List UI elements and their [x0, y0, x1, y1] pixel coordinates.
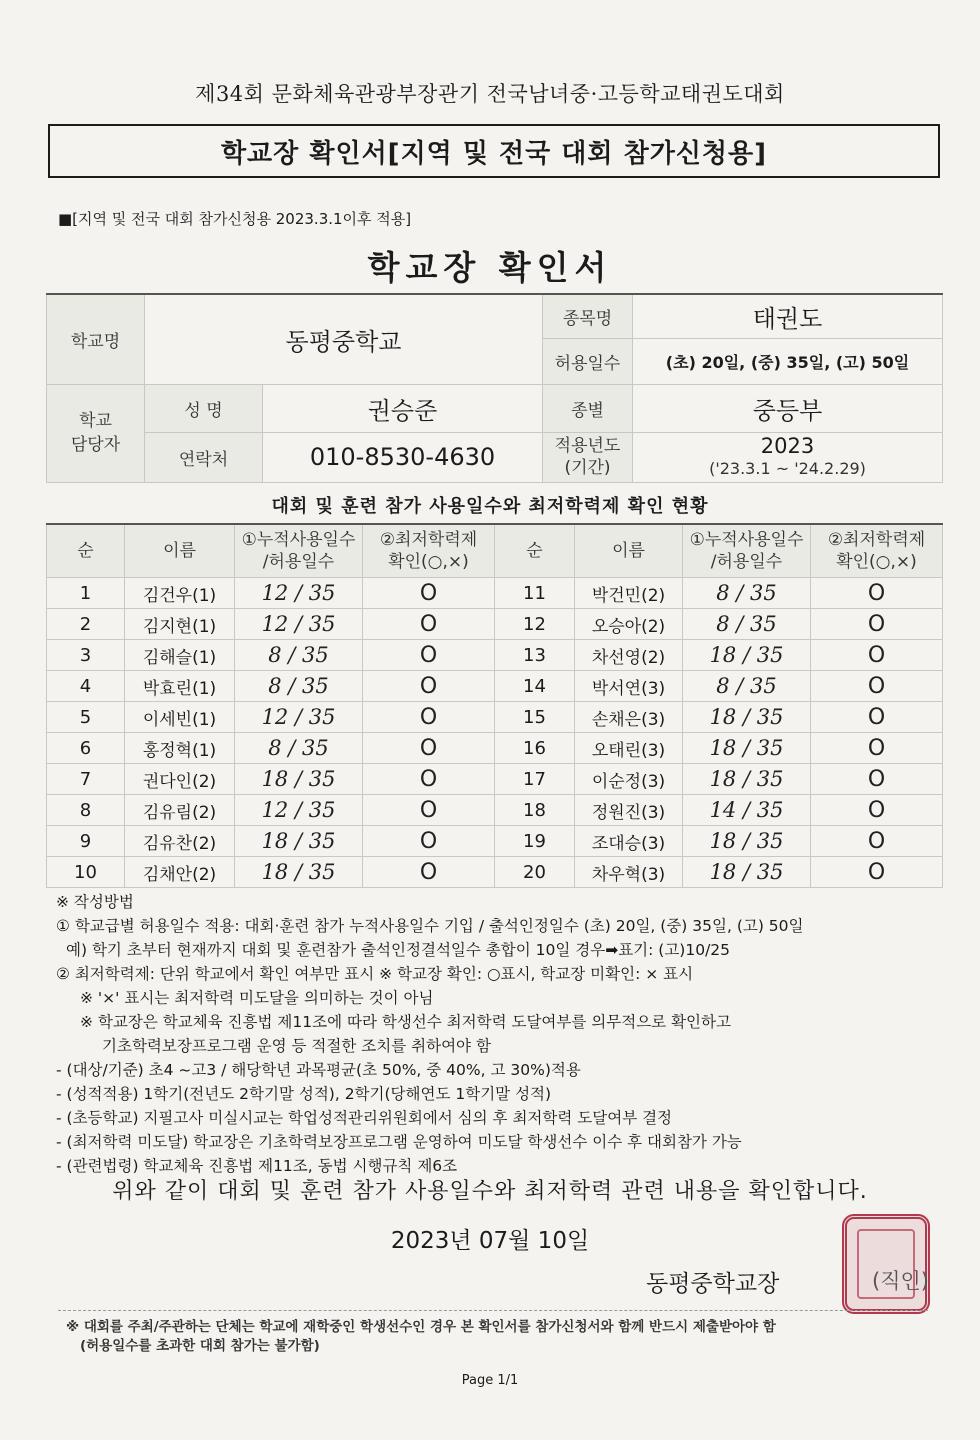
year-period: ('23.3.1 ~ '24.2.29): [709, 459, 866, 478]
year-label: 적용년도 (기간): [543, 432, 633, 482]
student-name: 김건우(1): [125, 578, 235, 609]
main-title: 학교장 확인서: [367, 248, 613, 287]
header-no: 순: [47, 524, 125, 578]
used-days: 18 / 35: [683, 764, 811, 795]
used-days: 18 / 35: [235, 857, 363, 888]
writing-method-notes: [56, 890, 936, 1178]
note-line: - (최저학력 미도달) 학교장은 기초학력보장프로그램 운영하여 미도달 학생선수 이수 후 대회참가 가능: [56, 1133, 742, 1151]
student-no: 5: [47, 702, 125, 733]
student-name: 정원진(3): [575, 795, 683, 826]
event-title: 제34회 문화체육관광부장관기 전국남녀중·고등학교태권도대회: [195, 82, 785, 106]
used-days: 14 / 35: [683, 795, 811, 826]
table-row: [47, 671, 943, 702]
contact-label: 연락처: [145, 432, 263, 482]
table-row: [47, 640, 943, 671]
footnote-line: ※ 대회를 주최/주관하는 단체는 학교에 재학중인 학생선수인 경우 본 확인서를 참가신청서와 함께 반드시 제출받아야 함: [66, 1319, 776, 1335]
note-line: ① 학교급별 허용일수 적용: 대회·훈련 참가 누적사용일수 기입 / 출석인정일수 (초) 20일, (중) 35일, (고) 50일: [56, 917, 804, 935]
student-no: 4: [47, 671, 125, 702]
student-name: 차선영(2): [575, 640, 683, 671]
note-line: - (초등학교) 지필고사 미실시교는 학업성적관리위원회에서 심의 후 최저학력 도달여부 결정: [56, 1109, 673, 1127]
student-no: 18: [495, 795, 575, 826]
used-days: 8 / 35: [235, 671, 363, 702]
student-no: 7: [47, 764, 125, 795]
table-row: [47, 764, 943, 795]
days-label: 허용일수: [543, 338, 633, 384]
student-name: 김지현(1): [125, 609, 235, 640]
year-value: 2023: [760, 434, 815, 458]
min-academic-mark: O: [811, 733, 943, 764]
min-academic-mark: O: [363, 671, 495, 702]
note-line: ※ '×' 표시는 최저학력 미도달을 의미하는 것이 아님: [80, 989, 434, 1007]
table-row: [47, 609, 943, 640]
student-name: 차우혁(3): [575, 857, 683, 888]
info-table: [46, 293, 943, 483]
used-days: 8 / 35: [683, 578, 811, 609]
name-label: 성 명: [145, 384, 263, 432]
student-no: 19: [495, 826, 575, 857]
student-name: 이순정(3): [575, 764, 683, 795]
confirmation-statement: 위와 같이 대회 및 훈련 참가 사용일수와 최저학력 관련 내용을 확인합니다.: [112, 1179, 868, 1204]
note-line: - (성적적용) 1학기(전년도 2학기말 성적), 2학기(당해연도 1학기말 성적): [56, 1085, 552, 1103]
division-label: 종별: [543, 384, 633, 432]
note-line: ※ 학교장은 학교체육 진흥법 제11조에 따라 학생선수 최저학력 도달여부를 의무적으로 확인하고: [80, 1013, 731, 1031]
student-name: 오승아(2): [575, 609, 683, 640]
min-academic-mark: O: [811, 609, 943, 640]
used-days: 8 / 35: [683, 671, 811, 702]
student-no: 1: [47, 578, 125, 609]
used-days: 18 / 35: [683, 857, 811, 888]
used-days: 18 / 35: [683, 702, 811, 733]
min-academic-mark: O: [811, 702, 943, 733]
header-name: 이름: [575, 524, 683, 578]
contact-value: 010-8530-4630: [263, 432, 543, 482]
table-row: [47, 702, 943, 733]
section-title: 대회 및 훈련 참가 사용일수와 최저학력제 확인 현황: [271, 496, 709, 517]
min-academic-mark: O: [363, 609, 495, 640]
principal-title: 동평중학교장: [646, 1271, 780, 1297]
header-no: 순: [495, 524, 575, 578]
table-row: [47, 578, 943, 609]
applicability-note: ■[지역 및 전국 대회 참가신청용 2023.3.1이후 적용]: [58, 210, 412, 228]
used-days: 18 / 35: [683, 640, 811, 671]
used-days: 18 / 35: [683, 733, 811, 764]
student-no: 11: [495, 578, 575, 609]
used-days: 8 / 35: [683, 609, 811, 640]
table-row: [47, 857, 943, 888]
min-academic-mark: O: [811, 671, 943, 702]
event-value: 태권도: [633, 294, 943, 338]
seal-label: (직인): [872, 1269, 929, 1293]
student-name: 오태린(3): [575, 733, 683, 764]
min-academic-mark: O: [363, 857, 495, 888]
school-label: 학교명: [47, 294, 145, 384]
used-days: 8 / 35: [235, 640, 363, 671]
student-name: 김유찬(2): [125, 826, 235, 857]
footnote-line: (허용일수를 초과한 대회 참가는 불가함): [80, 1338, 320, 1354]
note-line: ② 최저학력제: 단위 학교에서 확인 여부만 표시 ※ 학교장 확인: ○표시, 학교장 미확인: × 표시: [56, 965, 694, 983]
min-academic-mark: O: [363, 702, 495, 733]
note-line: - (대상/기준) 초4 ~고3 / 해당학년 과목평균(초 50%, 중 40%, 고 30%)적용: [56, 1061, 581, 1079]
used-days: 8 / 35: [235, 733, 363, 764]
min-academic-mark: O: [811, 826, 943, 857]
table-row: [47, 733, 943, 764]
min-academic-mark: O: [811, 795, 943, 826]
student-no: 16: [495, 733, 575, 764]
student-name: 김유림(2): [125, 795, 235, 826]
header-days: ①누적사용일수 /허용일수: [235, 524, 363, 578]
student-name: 김채안(2): [125, 857, 235, 888]
used-days: 18 / 35: [235, 826, 363, 857]
student-no: 2: [47, 609, 125, 640]
student-no: 8: [47, 795, 125, 826]
min-academic-mark: O: [811, 857, 943, 888]
min-academic-mark: O: [811, 640, 943, 671]
manager-label: 학교 담당자: [47, 384, 145, 482]
student-no: 13: [495, 640, 575, 671]
student-no: 9: [47, 826, 125, 857]
student-no: 10: [47, 857, 125, 888]
year-cell: [633, 432, 943, 482]
table-row: [47, 826, 943, 857]
student-name: 박서연(3): [575, 671, 683, 702]
division-value: 중등부: [633, 384, 943, 432]
student-name: 권다인(2): [125, 764, 235, 795]
student-no: 6: [47, 733, 125, 764]
student-name: 김해슬(1): [125, 640, 235, 671]
student-no: 12: [495, 609, 575, 640]
note-line: 기초학력보장프로그램 운영 등 적절한 조치를 취하여야 함: [102, 1037, 491, 1055]
min-academic-mark: O: [363, 764, 495, 795]
official-seal-stamp: [842, 1214, 930, 1314]
min-academic-mark: O: [363, 826, 495, 857]
used-days: 12 / 35: [235, 578, 363, 609]
table-row: [47, 795, 943, 826]
student-name: 손채은(3): [575, 702, 683, 733]
min-academic-mark: O: [363, 640, 495, 671]
header-check: ②최저학력제 확인(○,×): [811, 524, 943, 578]
school-value: 동평중학교: [145, 294, 543, 384]
student-table-body: [47, 578, 943, 888]
used-days: 18 / 35: [683, 826, 811, 857]
note-heading: ※ 작성방법: [56, 893, 134, 911]
student-name: 조대승(3): [575, 826, 683, 857]
footnote: [66, 1318, 776, 1356]
used-days: 12 / 35: [235, 702, 363, 733]
form-title-box: 학교장 확인서[지역 및 전국 대회 참가신청용]: [48, 124, 940, 178]
student-name: 이세빈(1): [125, 702, 235, 733]
student-table: [46, 523, 943, 888]
student-no: 17: [495, 764, 575, 795]
days-value: (초) 20일, (중) 35일, (고) 50일: [633, 338, 943, 384]
document-date: 2023년 07월 10일: [390, 1228, 590, 1254]
header-check: ②최저학력제 확인(○,×): [363, 524, 495, 578]
min-academic-mark: O: [363, 733, 495, 764]
header-name: 이름: [125, 524, 235, 578]
student-name: 박효린(1): [125, 671, 235, 702]
min-academic-mark: O: [363, 795, 495, 826]
student-no: 14: [495, 671, 575, 702]
used-days: 12 / 35: [235, 795, 363, 826]
student-name: 박건민(2): [575, 578, 683, 609]
page-number: Page 1/1: [461, 1373, 519, 1388]
event-label: 종목명: [543, 294, 633, 338]
student-no: 3: [47, 640, 125, 671]
min-academic-mark: O: [811, 764, 943, 795]
note-line: - (관련법령) 학교체육 진흥법 제11조, 동법 시행규칙 제6조: [56, 1157, 458, 1175]
student-no: 15: [495, 702, 575, 733]
min-academic-mark: O: [811, 578, 943, 609]
used-days: 12 / 35: [235, 609, 363, 640]
note-line: 예) 학기 초부터 현재까지 대회 및 훈련참가 출석인정결석일수 총합이 10일 경우➡표기: (고)10/25: [66, 941, 731, 959]
header-days: ①누적사용일수 /허용일수: [683, 524, 811, 578]
min-academic-mark: O: [363, 578, 495, 609]
student-no: 20: [495, 857, 575, 888]
student-name: 홍정혁(1): [125, 733, 235, 764]
used-days: 18 / 35: [235, 764, 363, 795]
manager-name: 권승준: [263, 384, 543, 432]
divider: [58, 1310, 928, 1312]
